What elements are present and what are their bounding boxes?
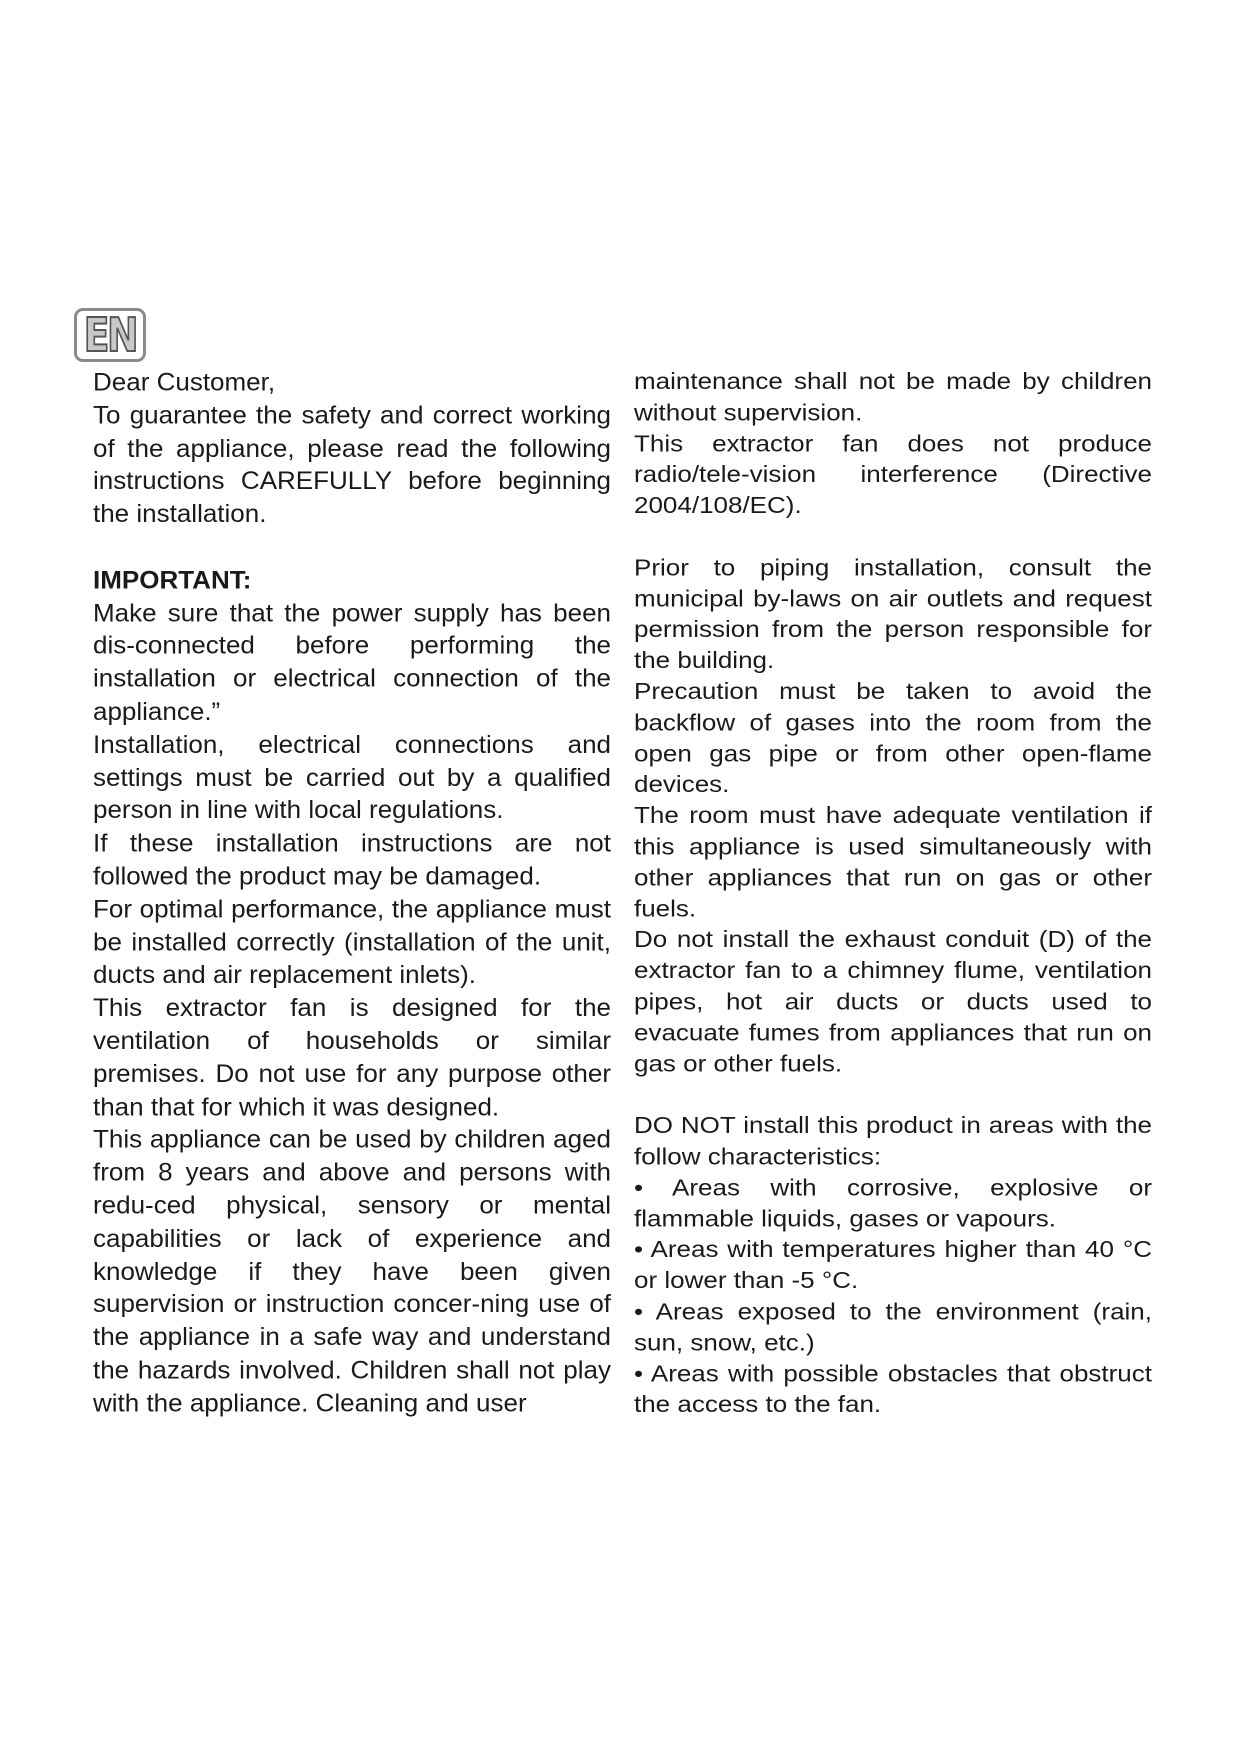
bullet-obstacles: • Areas with possible obstacles that obstruct the access to the fan. — [634, 1359, 1152, 1418]
paragraph-maintenance-continued: maintenance shall not be made by children without supervision. — [634, 367, 1152, 426]
paragraph-children-safety: This appliance can be used by children aged from 8 years and above and persons with redu-ced physical, sensory or mental capabilities or lack of experience and knowledge if they have been given supervision or instruction concer-ning use of the appliance in a safe way and understand the hazards involved. Children shall not play with the appliance. Cleaning and user — [93, 1125, 611, 1417]
bullet-temperature: • Areas with temperatures higher than 40 °C or lower than -5 °C. — [634, 1235, 1152, 1294]
do-not-install-heading: DO NOT install this product in areas with the follow characteristics: — [634, 1111, 1152, 1170]
important-heading: IMPORTANT: — [93, 565, 252, 594]
paragraph-piping-bylaws: Prior to piping installation, consult the municipal by-laws on air outlets and request permission from the person responsible for the building. — [634, 553, 1152, 674]
paragraph-power-supply: Make sure that the power supply has been dis-connected before performing the installation or electrical connection of the appliance.” — [93, 598, 611, 726]
left-column — [93, 366, 611, 1419]
right-column — [634, 366, 1152, 1420]
paragraph-damage-warning: If these installation instructions are not followed the product may be damaged. — [93, 828, 611, 891]
bullet-environment: • Areas exposed to the environment (rain, sun, snow, etc.) — [634, 1297, 1152, 1356]
paragraph-backflow: Precaution must be taken to avoid the backflow of gases into the room from the open gas pipe or from other open-flame devices. — [634, 677, 1152, 798]
language-badge — [74, 308, 146, 362]
salutation: Dear Customer, — [93, 367, 276, 397]
language-badge-label: EN — [83, 308, 137, 362]
paragraph-interference: This extractor fan does not produce radio/tele-vision interference (Directive 2004/108/EC). — [634, 429, 1152, 519]
paragraph-exhaust-conduit: Do not install the exhaust conduit (D) of the extractor fan to a chimney flume, ventilation pipes, hot air ducts or ducts used to evacuate fumes from appliances that run on gas or other fuels. — [634, 925, 1152, 1077]
paragraph-qualified-person: Installation, electrical connections and settings must be carried out by a qualified person in line with local regulations. — [93, 730, 611, 825]
paragraph-intended-use: This extractor fan is designed for the ventilation of households or similar premises. Do not use for any purpose other than that for which it was designed. — [93, 993, 611, 1121]
bullet-corrosive: • Areas with corrosive, explosive or flammable liquids, gases or vapours. — [634, 1173, 1152, 1232]
paragraph-ventilation: The room must have adequate ventilation if this appliance is used simultaneously with other appliances that run on gas or other fuels. — [634, 801, 1152, 922]
intro-paragraph: To guarantee the safety and correct working of the appliance, please read the following instructions CAREFULLY before beginning the installation. — [93, 400, 611, 528]
paragraph-optimal-performance: For optimal performance, the appliance must be installed correctly (installation of the unit, ducts and air replacement inlets). — [93, 894, 611, 989]
